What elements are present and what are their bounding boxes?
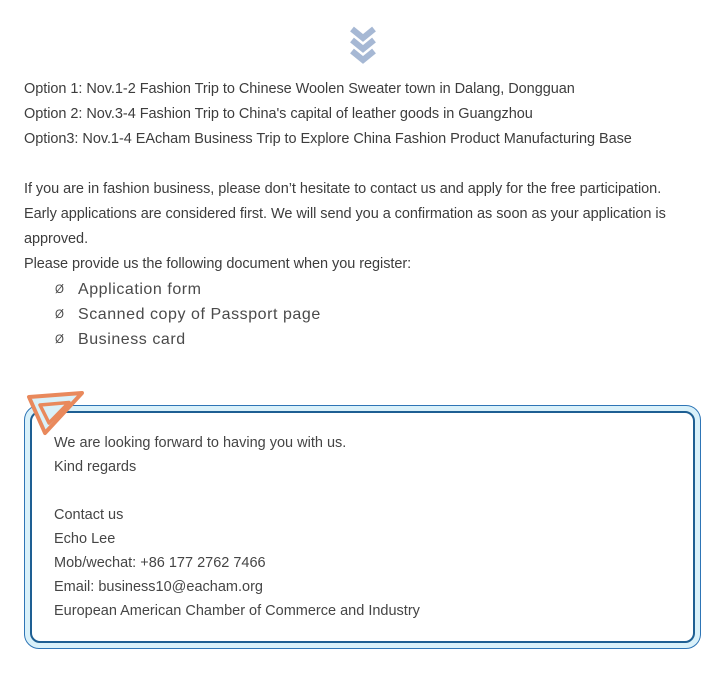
intro-line: Early applications are considered first. We will send you a confirmation as soon as your application is (24, 206, 666, 222)
intro-line: If you are in fashion business, please don’t hesitate to contact us and apply for the free participation. (24, 181, 662, 197)
list-bullet: Ø (55, 333, 64, 346)
intro-paragraph (24, 177, 666, 277)
contact-heading: Contact us (54, 507, 124, 523)
register-prompt: Please provide us the following document when you register: (24, 256, 412, 272)
triple-chevron-down-icon (349, 26, 377, 66)
intro-line: approved. (24, 231, 89, 247)
set-square-icon (25, 384, 85, 438)
trip-options (24, 77, 632, 152)
document-label: Business card (78, 330, 186, 348)
closing-line: Kind regards (54, 459, 137, 475)
list-bullet: Ø (55, 308, 64, 321)
contact-name: Echo Lee (54, 531, 116, 547)
contact-email: Email: business10@eacham.org (54, 579, 263, 595)
document-label: Scanned copy of Passport page (78, 305, 321, 323)
trip-option-1: Option 1: Nov.1-2 Fashion Trip to Chinese Woolen Sweater town in Dalang, Dongguan (24, 81, 575, 97)
list-bullet: Ø (55, 283, 64, 296)
list-item (55, 277, 321, 302)
contact-organization: European American Chamber of Commerce and Industry (54, 603, 420, 619)
required-documents-list (55, 277, 321, 352)
trip-option-2: Option 2: Nov.3-4 Fashion Trip to China's capital of leather goods in Guangzhou (24, 106, 533, 122)
contact-mobile: Mob/wechat: +86 177 2762 7466 (54, 555, 266, 571)
trip-option-3: Option3: Nov.1-4 EAcham Business Trip to Explore China Fashion Product Manufacturing Base (24, 131, 632, 147)
document-label: Application form (78, 280, 202, 298)
contact-box (24, 405, 701, 649)
blank-line (54, 479, 675, 503)
list-item (55, 302, 321, 327)
list-item (55, 327, 321, 352)
closing-line: We are looking forward to having you with us. (54, 435, 347, 451)
contact-box-inner (30, 411, 695, 643)
